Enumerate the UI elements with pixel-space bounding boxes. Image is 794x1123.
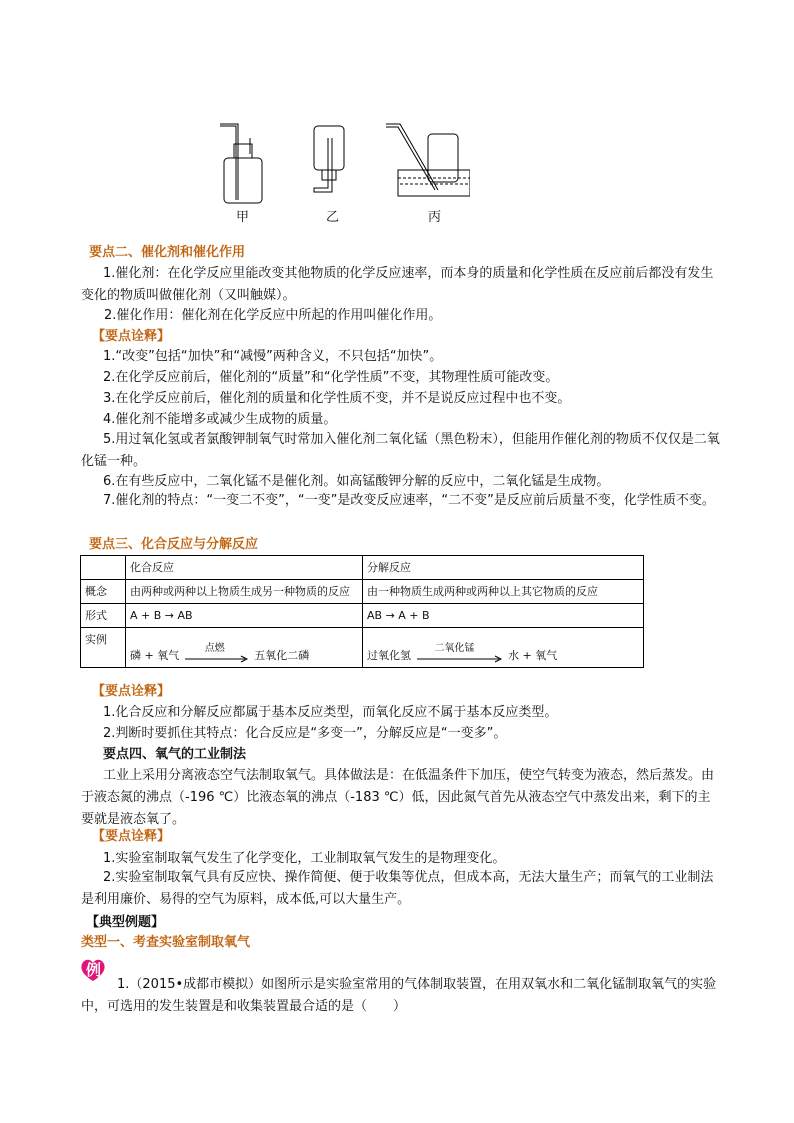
section3-note-1: 1.化合反应和分解反应都属于基本反应类型，而氧化反应不属于基本反应类型。 — [103, 705, 558, 720]
table-cell: A + B → AB — [126, 604, 363, 628]
section2-note-3: 3.在化学反应前后，催化剂的质量和化学性质不变，并不是说反应过程中也不变。 — [103, 391, 571, 406]
figure-label-jia: 甲 — [236, 210, 250, 225]
example-q1: 1.（2015•成都市模拟）如图所示是实验室常用的气体制取装置，在用双氧水和二氧化锰制取氧气的实验中，可选用的发生装置是和收集装置最合适的是（ ） — [81, 977, 717, 1014]
section2-note-1: 1.“改变”包括“加快”和“减慢”两种含义，不只包括“加快”。 — [103, 349, 443, 364]
apparatus-jia — [220, 124, 262, 203]
figure-label-yi: 乙 — [326, 210, 340, 225]
section3-note-label: 【要点诠释】 — [92, 684, 171, 699]
section2-note-6: 6.在有些反应中，二氧化锰不是催化剂。如高锰酸钾分解的反应中，二氧化锰是生成物。 — [103, 474, 610, 489]
example-b-condition: 二氧化锰 — [434, 643, 475, 654]
type1-heading: 类型一、考查实验室制取氧气 — [81, 935, 251, 950]
table-header-combination: 化合反应 — [126, 556, 363, 580]
section4-note-label: 【要点诠释】 — [92, 829, 171, 844]
table-header-empty — [81, 556, 126, 580]
example-badge-text: 例 — [86, 961, 102, 979]
table-row — [81, 580, 644, 604]
example-a-left: 磷 + 氧气 — [130, 649, 180, 662]
figure-label-bing: 丙 — [428, 210, 442, 225]
table-cell-label: 实例 — [81, 628, 126, 668]
section4-p1: 工业上采用分离液态空气法制取氧气。具体做法是：在低温条件下加压，使空气转变为液态，然后蒸发。由于液态氮的沸点（-196 ℃）比液态氧的沸点（-183 ℃）低，因此氮气首先从液态空气中蒸发出来，剩下的主要就是液态氧了。 — [81, 768, 715, 827]
table-row — [81, 604, 644, 628]
table-row — [81, 628, 644, 668]
examples-label: 【典型例题】 — [86, 915, 165, 930]
example-b-left: 过氧化氢 — [367, 649, 411, 662]
table-header-decomposition: 分解反应 — [363, 556, 644, 580]
example-a-arrow — [183, 643, 251, 665]
section2-p2: 2.催化作用：催化剂在化学反应中所起的作用叫催化作用。 — [104, 308, 442, 323]
section2-note-label: 【要点诠释】 — [92, 329, 171, 344]
section4-note-2: 2.实验室制取氧气具有反应快、操作简便、便于收集等优点，但成本高，无法大量生产；而氧气的工业制法是利用廉价、易得的空气为原料，成本低,可以大量生产。 — [81, 870, 714, 907]
table-header-row — [81, 556, 644, 580]
section3-heading: 要点三、化合反应与分解反应 — [89, 537, 259, 552]
table-cell: AB → A + B — [363, 604, 644, 628]
section4-heading: 要点四、氧气的工业制法 — [103, 747, 247, 762]
table-cell: 由一种物质生成两种或两种以上其它物质的反应 — [363, 580, 644, 604]
example-b-right: 水 + 氧气 — [508, 649, 558, 662]
section2-note-2: 2.在化学反应前后，催化剂的“质量”和“化学性质”不变，其物理性质可能改变。 — [103, 370, 559, 385]
apparatus-bing — [386, 124, 470, 196]
table-cell-example-b — [363, 628, 644, 668]
example-a-condition: 点燃 — [204, 643, 225, 654]
example-a-right: 五氧化二磷 — [254, 649, 310, 662]
section2-p1: 1.催化剂：在化学反应里能改变其他物质的化学反应速率，而本身的质量和化学性质在反应前后都没有发生变化的物质叫做催化剂（又叫触媒）。 — [81, 266, 714, 303]
section2-heading: 要点二、催化剂和催化作用 — [89, 245, 246, 260]
section2-note-7: 7.催化剂的特点：“一变二不变”，“一变”是改变反应速率，“二不变”是反应前后质量不变，化学性质不变。 — [103, 493, 715, 508]
table-cell: 由两种或两种以上物质生成另一种物质的反应 — [126, 580, 363, 604]
table-cell-label: 概念 — [81, 580, 126, 604]
section4-note-1: 1.实验室制取氧气发生了化学变化，工业制取氧气发生的是物理变化。 — [103, 851, 506, 866]
table-cell-label: 形式 — [81, 604, 126, 628]
section3-note-2: 2.判断时要抓住其特点：化合反应是“多变一”，分解反应是“一变多”。 — [103, 726, 507, 741]
example-b-arrow — [415, 643, 505, 665]
reaction-table — [80, 555, 644, 668]
apparatus-yi — [314, 126, 344, 192]
table-cell-example-a — [126, 628, 363, 668]
section2-note-4: 4.催化剂不能增多或减少生成物的质量。 — [103, 412, 337, 427]
section2-note-5: 5.用过氧化氢或者氯酸钾制氧气时常加入催化剂二氧化锰（黑色粉末），但能用作催化剂的物质不仅仅是二氧化锰一种。 — [81, 432, 720, 469]
